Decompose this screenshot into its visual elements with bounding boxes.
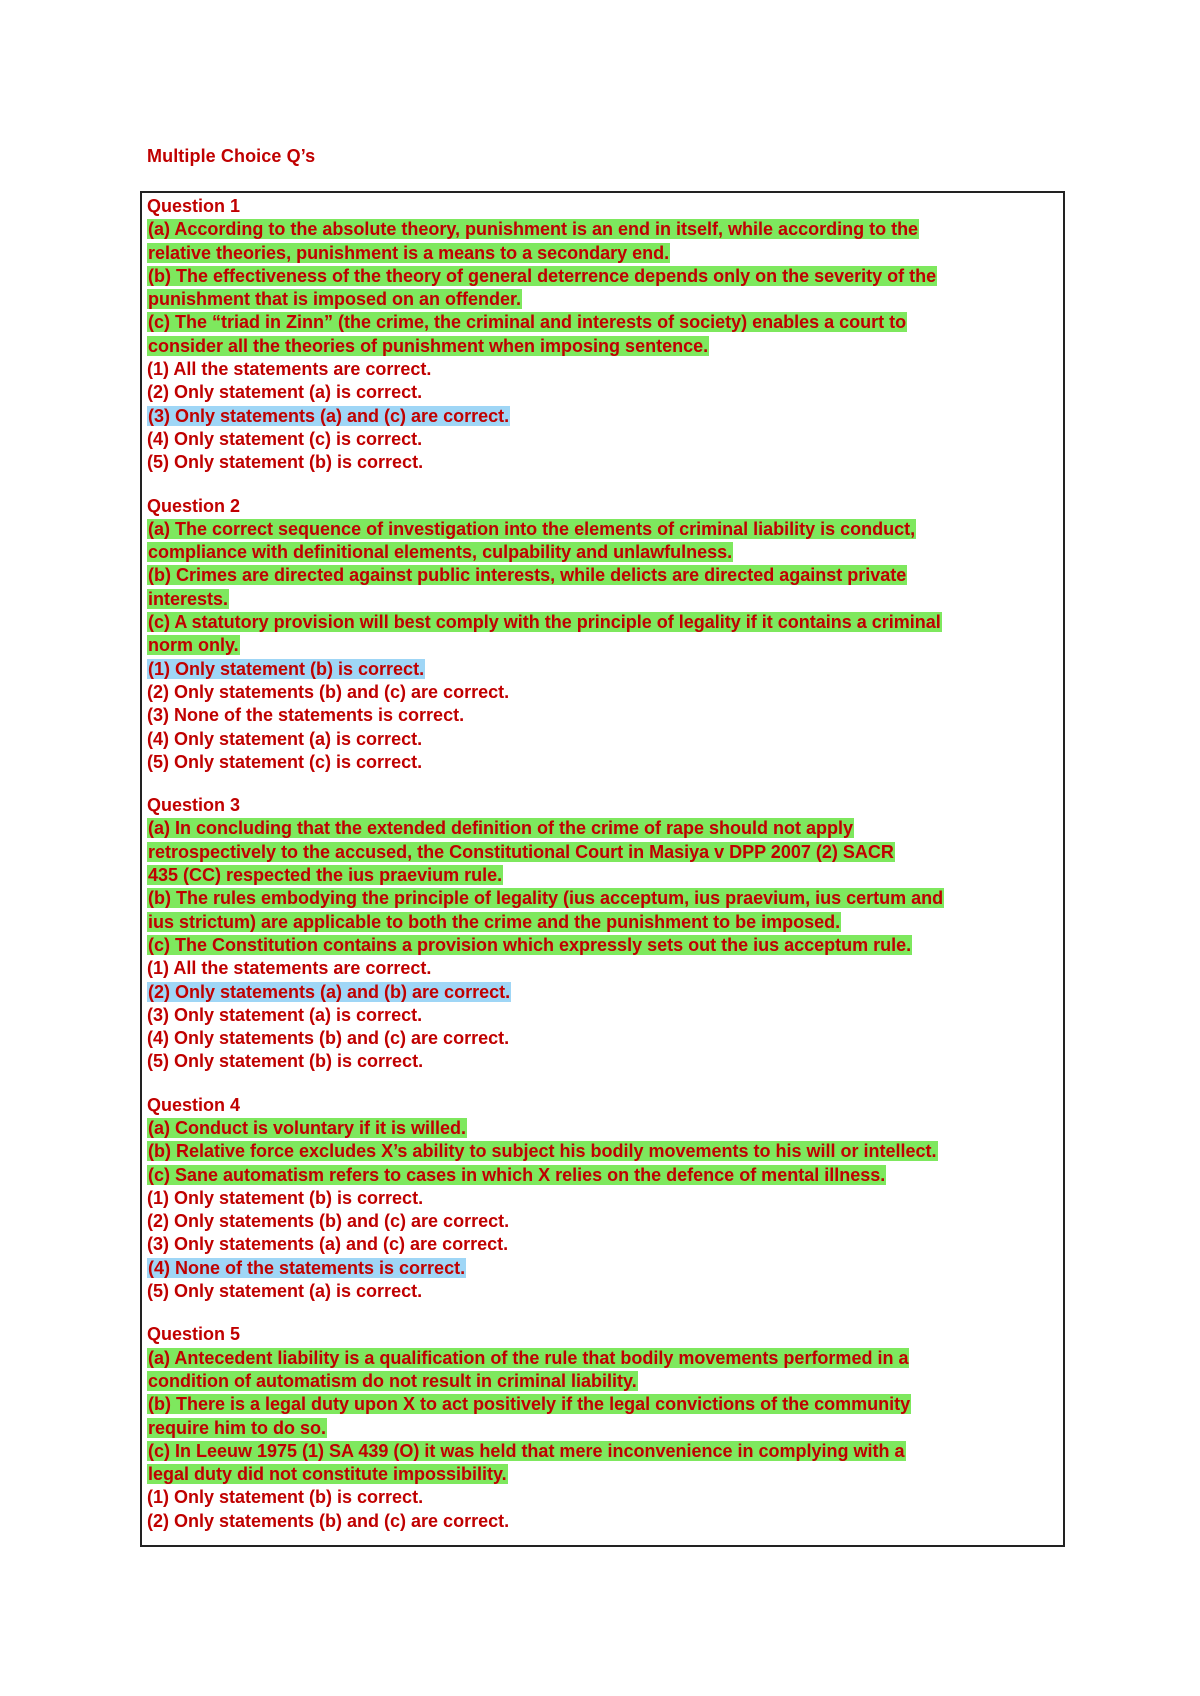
option-text: (4) Only statement (a) is correct. bbox=[147, 728, 423, 749]
statement-line bbox=[147, 911, 1063, 934]
statement-line bbox=[147, 218, 1063, 241]
statement-text: (a) The correct sequence of investigation into the elements of criminal liability is conduct, bbox=[148, 518, 916, 539]
question-block bbox=[147, 1323, 1063, 1533]
statement-line bbox=[147, 611, 1063, 634]
answer-option bbox=[147, 1233, 1063, 1256]
statement-text: (b) Crimes are directed against public interests, while delicts are directed against private bbox=[148, 565, 907, 586]
question-heading: Question 1 bbox=[147, 196, 241, 216]
statement-line bbox=[147, 934, 1063, 957]
statement-line bbox=[147, 1393, 1063, 1416]
statement-text: norm only. bbox=[148, 635, 239, 656]
option-text: (5) Only statement (b) is correct. bbox=[147, 452, 424, 473]
statement-line bbox=[147, 887, 1063, 910]
statement-line bbox=[147, 864, 1063, 887]
option-text: (2) Only statements (a) and (b) are correct. bbox=[148, 981, 511, 1002]
statement-line bbox=[147, 1463, 1063, 1486]
option-text: (5) Only statement (b) is correct. bbox=[147, 1051, 424, 1072]
statement-line bbox=[147, 634, 1063, 657]
statement-text: retrospectively to the accused, the Constitutional Court in Masiya v DPP 2007 (2) SACR bbox=[148, 841, 894, 862]
answer-option bbox=[147, 1486, 1063, 1509]
option-text: (5) Only statement (a) is correct. bbox=[147, 1281, 423, 1302]
questions-box bbox=[140, 191, 1065, 1547]
statement-line bbox=[147, 564, 1063, 587]
statement-text: (b) There is a legal duty upon X to act positively if the legal convictions of the community bbox=[148, 1394, 911, 1415]
statement-text: legal duty did not constitute impossibility. bbox=[148, 1464, 507, 1485]
statement-text: (b) Relative force excludes X’s ability to subject his bodily movements to his will or intellect. bbox=[148, 1141, 937, 1162]
option-text: (3) Only statement (a) is correct. bbox=[147, 1004, 423, 1025]
option-text: (1) Only statement (b) is correct. bbox=[148, 658, 425, 679]
statement-text: punishment that is imposed on an offender. bbox=[148, 289, 522, 310]
statement-text: (b) The effectiveness of the theory of general deterrence depends only on the severity of the bbox=[148, 265, 937, 286]
answer-option bbox=[147, 751, 1063, 774]
answer-option bbox=[147, 1280, 1063, 1303]
answer-option bbox=[147, 1210, 1063, 1233]
answer-option-selected bbox=[147, 658, 1063, 681]
statement-text: (a) According to the absolute theory, punishment is an end in itself, while according to the bbox=[148, 219, 919, 240]
option-text: (1) All the statements are correct. bbox=[147, 958, 432, 979]
option-text: (4) Only statements (b) and (c) are correct. bbox=[147, 1028, 510, 1049]
answer-option bbox=[147, 451, 1063, 474]
statement-line bbox=[147, 1117, 1063, 1140]
answer-option-selected bbox=[147, 405, 1063, 428]
question-block bbox=[147, 794, 1063, 1074]
answer-option-selected bbox=[147, 981, 1063, 1004]
statement-text: (a) In concluding that the extended definition of the crime of rape should not apply bbox=[148, 818, 854, 839]
question-block bbox=[147, 195, 1063, 475]
statement-text: (a) Antecedent liability is a qualification of the rule that bodily movements performed in a bbox=[148, 1347, 909, 1368]
statement-line bbox=[147, 242, 1063, 265]
answer-option bbox=[147, 1050, 1063, 1073]
statement-line bbox=[147, 335, 1063, 358]
statement-text: (c) The “triad in Zinn” (the crime, the criminal and interests of society) enables a court to bbox=[148, 312, 907, 333]
statement-text: compliance with definitional elements, culpability and unlawfulness. bbox=[148, 542, 733, 563]
statement-line bbox=[147, 288, 1063, 311]
question-block bbox=[147, 1094, 1063, 1304]
question-heading: Question 3 bbox=[147, 795, 241, 816]
answer-option-selected bbox=[147, 1257, 1063, 1280]
answer-option bbox=[147, 428, 1063, 451]
statement-text: (c) Sane automatism refers to cases in which X relies on the defence of mental illness. bbox=[148, 1164, 886, 1185]
statement-line bbox=[147, 311, 1063, 334]
statement-text: (c) The Constitution contains a provision which expressly sets out the ius acceptum rule. bbox=[148, 934, 912, 955]
statement-line bbox=[147, 1417, 1063, 1440]
option-text: (1) Only statement (b) is correct. bbox=[147, 1487, 424, 1508]
statement-text: (b) The rules embodying the principle of legality (ius acceptum, ius praevium, ius certum and bbox=[148, 888, 944, 909]
statement-text: (c) In Leeuw 1975 (1) SA 439 (O) it was held that mere inconvenience in complying with a bbox=[148, 1440, 905, 1461]
answer-option bbox=[147, 704, 1063, 727]
question-heading: Question 2 bbox=[147, 495, 241, 516]
statement-text: relative theories, punishment is a means to a secondary end. bbox=[148, 242, 670, 263]
option-text: (5) Only statement (c) is correct. bbox=[147, 751, 423, 772]
statement-text: interests. bbox=[148, 588, 229, 609]
option-text: (1) All the statements are correct. bbox=[147, 359, 432, 380]
option-text: (2) Only statements (b) and (c) are correct. bbox=[147, 1510, 510, 1531]
statement-text: require him to do so. bbox=[148, 1417, 327, 1438]
question-heading: Question 5 bbox=[147, 1324, 241, 1345]
answer-option bbox=[147, 358, 1063, 381]
statement-line bbox=[147, 265, 1063, 288]
option-text: (3) None of the statements is correct. bbox=[147, 705, 465, 726]
statement-line bbox=[147, 817, 1063, 840]
statement-line bbox=[147, 1370, 1063, 1393]
question-heading: Question 4 bbox=[147, 1094, 241, 1115]
statement-line bbox=[147, 541, 1063, 564]
option-text: (4) None of the statements is correct. bbox=[148, 1257, 466, 1278]
statement-text: (a) Conduct is voluntary if it is willed. bbox=[148, 1117, 467, 1138]
statement-line bbox=[147, 518, 1063, 541]
statement-line bbox=[147, 1164, 1063, 1187]
statement-text: ius strictum) are applicable to both the crime and the punishment to be imposed. bbox=[148, 911, 841, 932]
answer-option bbox=[147, 1004, 1063, 1027]
statement-line bbox=[147, 841, 1063, 864]
question-block bbox=[147, 495, 1063, 775]
statement-line bbox=[147, 1347, 1063, 1370]
statement-text: condition of automatism do not result in criminal liability. bbox=[148, 1370, 637, 1391]
statement-text: consider all the theories of punishment when imposing sentence. bbox=[148, 335, 709, 356]
answer-option bbox=[147, 1510, 1063, 1533]
answer-option bbox=[147, 681, 1063, 704]
statement-line bbox=[147, 1440, 1063, 1463]
option-text: (3) Only statements (a) and (c) are correct. bbox=[148, 405, 510, 426]
answer-option bbox=[147, 957, 1063, 980]
statement-text: 435 (CC) respected the ius praevium rule. bbox=[148, 865, 503, 886]
option-text: (2) Only statement (a) is correct. bbox=[147, 382, 423, 403]
statement-line bbox=[147, 1140, 1063, 1163]
page-title: Multiple Choice Q’s bbox=[147, 146, 316, 166]
statement-line bbox=[147, 588, 1063, 611]
option-text: (1) Only statement (b) is correct. bbox=[147, 1187, 424, 1208]
option-text: (4) Only statement (c) is correct. bbox=[147, 428, 423, 449]
answer-option bbox=[147, 381, 1063, 404]
answer-option bbox=[147, 1187, 1063, 1210]
option-text: (3) Only statements (a) and (c) are correct. bbox=[147, 1234, 509, 1255]
answer-option bbox=[147, 1027, 1063, 1050]
option-text: (2) Only statements (b) and (c) are correct. bbox=[147, 1211, 510, 1232]
option-text: (2) Only statements (b) and (c) are correct. bbox=[147, 681, 510, 702]
answer-option bbox=[147, 728, 1063, 751]
statement-text: (c) A statutory provision will best comply with the principle of legality if it contains a criminal bbox=[148, 612, 941, 633]
